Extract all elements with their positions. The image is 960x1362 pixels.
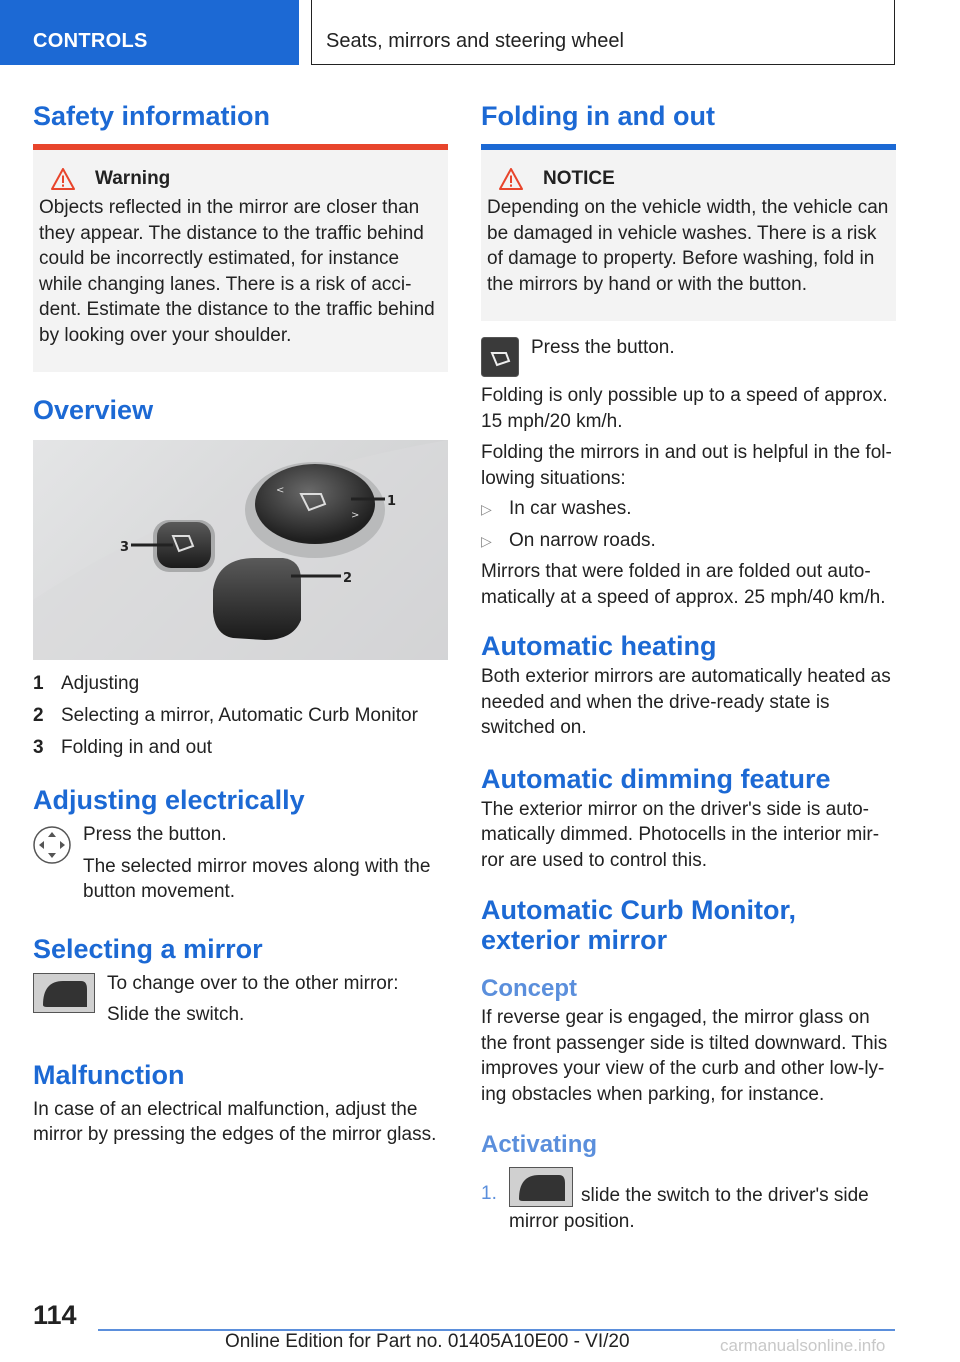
left-column [33, 100, 448, 1148]
selecting-line2: Slide the switch. [107, 1004, 245, 1025]
mirror-select-switch-icon [509, 1167, 573, 1207]
adjusting-section [33, 822, 448, 905]
adjusting-knob [255, 464, 375, 544]
adjusting-heading: Adjusting electrically [33, 785, 305, 815]
folding-p2: Folding the mirrors in and out is helpful in the fol-lowing situations: [481, 442, 892, 489]
mirror-adjust-button-icon [33, 826, 71, 864]
warning-label: Warning [95, 168, 171, 189]
mirror-controls-photo [33, 440, 448, 660]
mirror-select-switch [213, 558, 301, 640]
callout-1: 1 [387, 494, 397, 509]
mirror-controls-illustration [33, 440, 448, 660]
watermark: carmanualsonline.info [720, 1336, 886, 1355]
curb-heading: Automatic Curb Monitor, exterior mirror [481, 895, 796, 955]
press-text: Press the button. [531, 337, 675, 358]
warning-title [51, 168, 442, 190]
folding-heading: Folding in and out [481, 101, 715, 131]
chapter-tab [311, 0, 895, 65]
overview-legend [33, 668, 448, 764]
warning-triangle-icon [51, 168, 75, 190]
malfunction-text: In case of an electrical malfunction, adjust the mirror by pressing the edges of the mirror glass. [33, 1098, 437, 1145]
adjusting-line2: The selected mirror moves along with the button movement. [83, 855, 431, 902]
mirror-select-switch-icon [33, 973, 95, 1013]
section-label: CONTROLS [33, 30, 148, 52]
fold-mirror-button-icon [481, 337, 519, 377]
warning-box [33, 150, 448, 372]
selecting-line1: To change over to the other mirror: [107, 972, 399, 994]
safety-heading: Safety information [33, 101, 271, 131]
callout-2: 2 [343, 571, 353, 586]
adjusting-line2-a [33, 854, 448, 905]
step-number: 1. [481, 1183, 497, 1204]
concept-heading: Concept [481, 975, 577, 1002]
legend-item: 3 Folding in and out [33, 737, 213, 758]
page-number: 114 [33, 1300, 77, 1330]
svg-text:>: > [351, 510, 360, 521]
callout-3: 3 [120, 540, 130, 555]
adjusting-line1: Press the button. [83, 824, 227, 845]
heating-heading: Automatic heating [481, 631, 717, 661]
dimming-heading: Automatic dimming feature [481, 763, 831, 794]
bullet-triangle-icon: ▷ [481, 533, 492, 549]
selecting-heading: Selecting a mirror [33, 933, 263, 964]
heating-text: Both exterior mirrors are automatically heated as needed and when the drive-ready state is switched on. [481, 666, 891, 738]
dimming-text: The exterior mirror on the driver's side is auto-matically dimmed. Photocells in the interior mir-ror are used to control this. [481, 798, 880, 871]
selecting-section [33, 971, 448, 1033]
fold-button-section [481, 335, 896, 377]
legend-item: 2 Selecting a mirror, Automatic Curb Monitor [33, 705, 418, 726]
notice-box [481, 150, 896, 321]
notice-triangle-icon [499, 168, 523, 190]
warning-text: Objects reflected in the mirror are closer than they appear. The distance to the traffic behind could be incorrectly estimated, for instance while changing lanes. There is a risk of acci-dent. Estimate the distance to the traffic behind by looking over your shoulder. [39, 197, 435, 346]
folding-p1: Folding is only possible up to a speed of approx. 15 mph/20 km/h. [481, 385, 888, 432]
activating-step-1 [481, 1167, 896, 1234]
list-item: ▷ In car washes. [481, 493, 896, 525]
bullet-triangle-icon: ▷ [481, 501, 492, 517]
concept-text: If reverse gear is engaged, the mirror glass on the front passenger side is tilted downward. This improves your view of the curb and other low-ly-ing obstacles when parking, for instance. [481, 1007, 888, 1105]
malfunction-heading: Malfunction [33, 1059, 185, 1090]
overview-heading: Overview [33, 395, 154, 425]
section-tab [0, 0, 299, 65]
notice-label: NOTICE [543, 168, 615, 189]
activating-heading: Activating [481, 1131, 598, 1158]
notice-text: Depending on the vehicle width, the vehicle can be damaged in vehicle washes. There is a risk of damage to property. Before washing, fold in the mirrors by hand or with the button. [487, 197, 889, 295]
svg-text:<: < [276, 485, 285, 496]
list-item: ▷ On narrow roads. [481, 525, 896, 557]
step1-text: slide the switch to the driver's side mirror position. [509, 1185, 869, 1232]
chapter-label: Seats, mirrors and steering wheel [326, 30, 624, 52]
footer-edition: Online Edition for Part no. 01405A10E00 - VI/20 [225, 1331, 630, 1352]
legend-item: 1 Adjusting [33, 673, 140, 694]
folding-p3: Mirrors that were folded in are folded out auto-matically at a speed of approx. 25 mph/40 km/h. [481, 561, 886, 608]
notice-title [499, 168, 890, 190]
right-column [481, 100, 896, 1234]
folding-list [481, 493, 896, 557]
